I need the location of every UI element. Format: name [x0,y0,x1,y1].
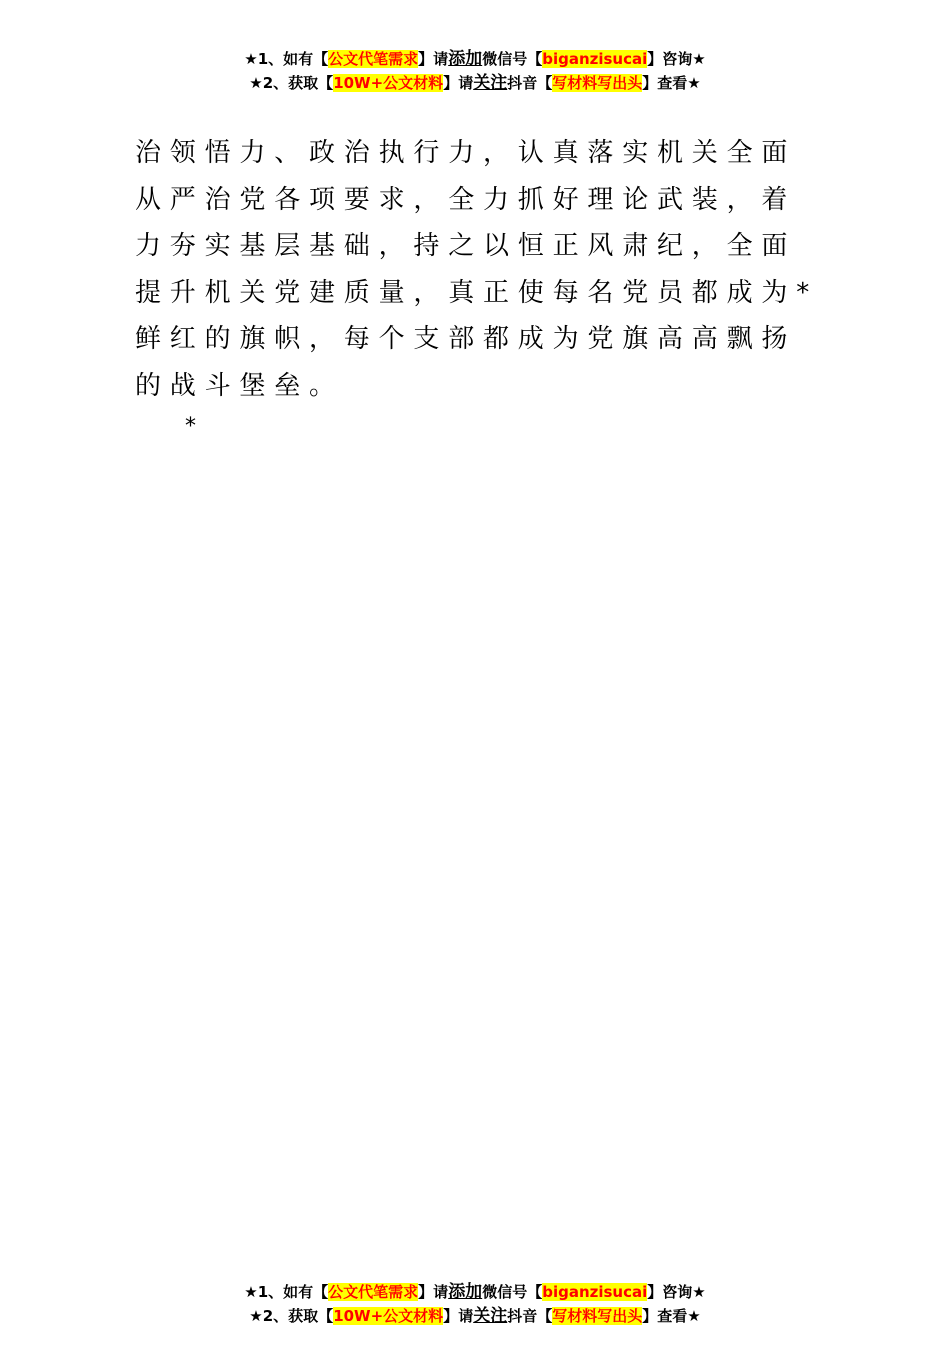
footer-line-2 [0,1304,950,1328]
header-line-2-mid: 】请 [443,74,474,92]
footer-line-2-prefix: ★2、获取【 [249,1307,334,1325]
footer-line-1-suffix: 】咨询★ [647,1283,706,1301]
header-line-2-prefix: ★2、获取【 [249,74,334,92]
header-line-1-highlight-wechat-id: biganzisucai [542,50,648,68]
header-line-2-highlight-materials: 10W+公文材料 [333,74,444,92]
footer-line-1 [0,1280,950,1304]
header-line-1-mid2: 微信号【 [482,50,543,68]
header-line-1-suffix: 】咨询★ [647,50,706,68]
footer-line-2-highlight-account: 写材料写出头 [552,1307,643,1325]
footer-line-1-mid2: 微信号【 [482,1283,543,1301]
footer-line-2-emphasis: 关注 [473,1306,508,1326]
footer-line-2-highlight-materials: 10W+公文材料 [333,1307,444,1325]
header-line-1-emphasis: 添加 [448,49,483,69]
footer-line-2-suffix: 】查看★ [642,1307,701,1325]
header-line-1-prefix: ★1、如有【 [244,50,329,68]
footer-line-1-highlight-wechat-id: biganzisucai [542,1283,648,1301]
footer-banner [0,1280,950,1328]
footer-line-1-mid: 】请 [418,1283,449,1301]
header-line-2-highlight-account: 写材料写出头 [552,74,643,92]
header-line-2-mid2: 抖音【 [507,74,553,92]
header-line-1-mid: 】请 [418,50,449,68]
header-line-1 [0,47,950,71]
header-banner [0,47,950,95]
header-line-2-suffix: 】查看★ [642,74,701,92]
body-marker: * [185,414,196,439]
header-line-2-emphasis: 关注 [473,73,508,93]
footer-line-2-mid2: 抖音【 [507,1307,553,1325]
document-body [135,130,820,409]
footer-line-1-highlight-service: 公文代笔需求 [328,1283,419,1301]
header-line-1-highlight-service: 公文代笔需求 [328,50,419,68]
footer-line-1-prefix: ★1、如有【 [244,1283,329,1301]
footer-line-1-emphasis: 添加 [448,1282,483,1302]
footer-line-2-mid: 】请 [443,1307,474,1325]
header-line-2 [0,71,950,95]
body-paragraph: 治领悟力、政治执行力，认真落实机关全面从严治党各项要求，全力抓好理论武装，着力夯实基层基础，持之以恒正风肃纪，全面提升机关党建质量，真正使每名党员都成为*鲜红的旗帜，每个支部都成为党旗高高飘扬的战斗堡垒。 [135,138,819,401]
